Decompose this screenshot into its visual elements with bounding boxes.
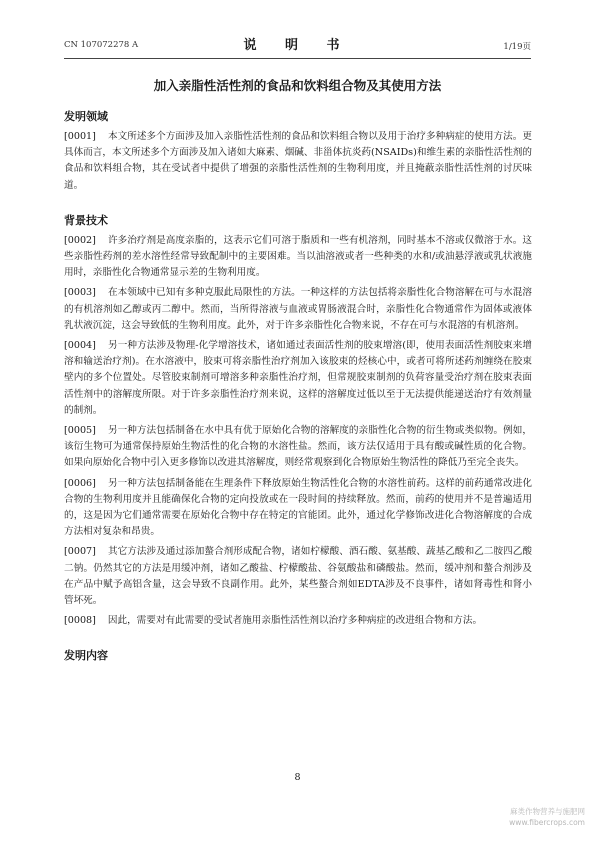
paragraph-0004 (64, 338, 532, 419)
page-indicator: 1/19页 (503, 42, 531, 52)
paragraph-0007 (64, 544, 532, 609)
paragraph-id: [0002] (64, 234, 96, 246)
paragraph-text: 许多治疗剂是高度亲脂的，这表示它们可溶于脂质和一些有机溶剂，同时基本不溶或仅微溶于水。这些亲脂性药剂的差水溶性经常导致配制中的主要困难。当以油溶液或者一些种类的水和/或油悬浮液或乳状液施用时，亲脂性化合物通常显示差的生物利用度。 (64, 234, 532, 279)
paragraph-id: [0005] (64, 425, 96, 437)
paragraph-id: [0006] (64, 477, 96, 489)
paragraph-0002 (64, 233, 532, 282)
paragraph-id: [0008] (64, 615, 96, 627)
watermark-site-name: 麻类作物营养与施肥网 (510, 807, 585, 816)
paragraph-0008 (64, 613, 532, 629)
section-heading-field: 发明领域 (64, 110, 108, 123)
paragraph-id: [0001] (64, 131, 96, 142)
paragraph-0005 (64, 423, 532, 472)
paragraph-text: 另一种方法包括制备能在生理条件下释放原始生物活性化合物的水溶性前药。这样的前药通常改进化合物的生物利用度并且能确保化合物的定向投放或在一段时间的持续释放。然而，前药的使用并不是普遍适用的，这是因为它们通常需要在原始化合物中存在特定的官能团。此外，通过化学修饰改进化合物溶解度的合成方法相对复杂和昂贵。 (64, 477, 532, 538)
paragraph-id: [0004] (64, 340, 96, 352)
paragraph-text: 另一种方法包括制备在水中具有优于原始化合物的溶解度的亲脂性化合物的衍生物或类似物。例如，该衍生物可为通常保持原始生物活性的化合物的水溶性盐。然而，该方法仅适用于具有酸或碱性质的化合物。如果向原始化合物中引入更多修饰以改进其溶解度，则经常观察到化合物原始生物活性的降低乃至完全丧失。 (64, 425, 532, 469)
paragraph-text: 其它方法涉及通过添加螯合剂形成配合物，诸如柠檬酸、酒石酸、氨基酸、蔬基乙酸和乙二胺四乙酸二钠。仍然其它的方法是用缓冲剂，诸如乙酸盐、柠檬酸盐、谷氨酸盐和磷酸盐。然而，缓冲剂和螯合剂涉及在产品中赋予高铝含量，这会导致不良副作用。此外，某些螯合剂如EDTA涉及不良事件，诸如肾毒性和肾小管坏死。 (64, 546, 532, 607)
watermark-url: www.fibercrops.com (509, 818, 585, 827)
section-heading-summary: 发明内容 (64, 649, 108, 663)
paragraph-text: 在本领域中已知有多种克服此局限性的方法。一种这样的方法包括将亲脂性化合物溶解在可与水混溶的有机溶剂如乙醇或丙二醇中。然而，当所得溶液与血液或胃肠液混合时，亲脂性化合物通常作为固体或液体乳状液沉淀，这会导致低的生物利用度。此外，对于许多亲脂性化合物来说，不存在可与水混溶的有机溶剂。 (64, 287, 532, 331)
paragraph-text: 本文所述多个方面涉及加入亲脂性活性剂的食品和饮料组合物以及用于治疗多种病症的使用方法。更具体而言，本文所述多个方面涉及加入诸如大麻素、烟碱、非甾体抗炎药(NSAIDs)和维生素的亲脂性活性剂的食品和饮料组合物，其在受试者中提供了增强的亲脂性活性剂的生物利用度，并且掩蔽亲脂性活性剂的讨厌味道。 (64, 131, 532, 191)
paragraph-0003 (64, 285, 532, 334)
paragraph-0001 (64, 129, 532, 194)
header-divider (64, 58, 531, 59)
paragraph-id: [0003] (64, 287, 96, 299)
paragraph-0006 (64, 476, 532, 541)
page-header (64, 34, 531, 54)
header-title: 说 明 书 (243, 38, 352, 53)
patent-number: CN 107072278 A (64, 40, 139, 50)
paragraph-id: [0007] (64, 546, 96, 558)
watermark (509, 806, 585, 828)
section-heading-background: 背景技术 (64, 213, 108, 227)
document-title: 加入亲脂性活性剂的食品和饮料组合物及其使用方法 (153, 78, 442, 93)
paragraph-text: 另一种方法涉及物理-化学增溶技术，诸如通过表面活性剂的胶束增溶(即，使用表面活性剂胶束来增溶和输送治疗剂)。在水溶液中，胶束可将亲脂性治疗剂加入该胶束的烃核心中，或者可将所述药剂缠绕在胶束壁内的多个位置处。尽管胶束制剂可增溶多种亲脂性治疗剂，但常规胶束制剂的负荷容量受治疗剂在胶束表面活性剂中的溶解度所限。对于许多亲脂性治疗剂来说，这样的溶解度过低以至于无法提供能递送治疗有效剂量的制剂。 (64, 340, 532, 416)
paragraph-text: 因此，需要对有此需要的受试者施用亲脂性活性剂以治疗多种病症的改进组合物和方法。 (107, 615, 483, 627)
document-body (64, 108, 532, 668)
page-number: 8 (294, 772, 301, 783)
